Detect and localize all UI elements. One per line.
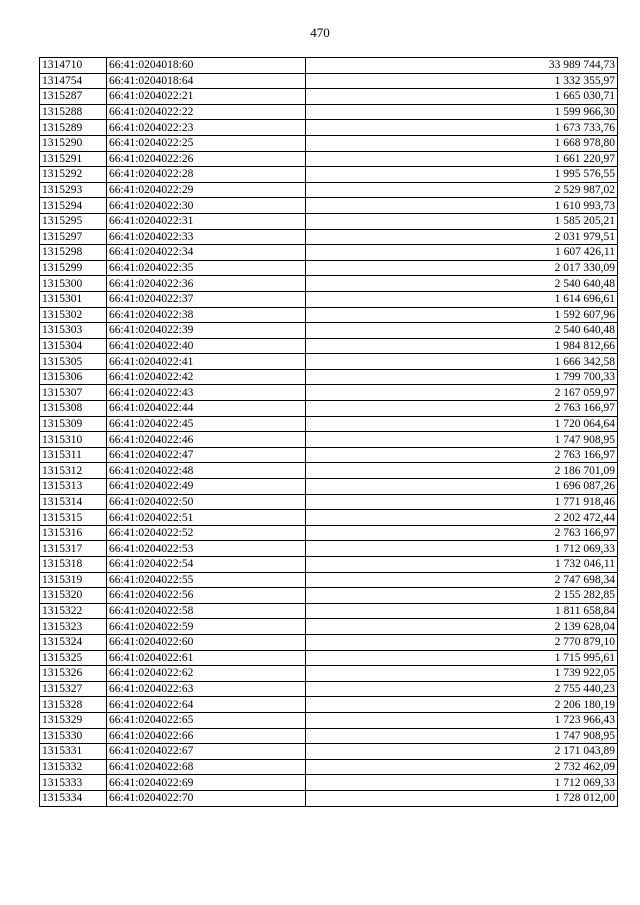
cadastral-number-cell: 66:41:0204022:56 [107, 588, 306, 604]
cadastral-number-cell: 66:41:0204022:68 [107, 759, 306, 775]
table-row [40, 697, 618, 713]
cadastral-value-cell: 1 747 908,95 [306, 432, 618, 448]
cadastral-value-cell: 2 167 059,97 [306, 385, 618, 401]
cadastral-value-cell: 2 529 987,02 [306, 182, 618, 198]
cadastral-number-cell: 66:41:0204018:64 [107, 73, 306, 89]
row-number-cell: 1315306 [40, 369, 107, 385]
table-row [40, 73, 618, 89]
cadastral-number-cell: 66:41:0204022:58 [107, 603, 306, 619]
cadastral-value-cell: 1 668 978,80 [306, 135, 618, 151]
table-row [40, 307, 618, 323]
cadastral-number-cell: 66:41:0204022:67 [107, 744, 306, 760]
cadastral-value-cell: 1 728 012,00 [306, 790, 618, 806]
table-row [40, 479, 618, 495]
cadastral-number-cell: 66:41:0204022:42 [107, 369, 306, 385]
row-number-cell: 1315292 [40, 167, 107, 183]
table-row [40, 104, 618, 120]
cadastral-number-cell: 66:41:0204022:43 [107, 385, 306, 401]
cadastral-value-cell: 2 770 879,10 [306, 634, 618, 650]
cadastral-value-cell: 1 673 733,76 [306, 120, 618, 136]
row-number-cell: 1315300 [40, 276, 107, 292]
table-row [40, 650, 618, 666]
cadastral-number-cell: 66:41:0204022:49 [107, 479, 306, 495]
row-number-cell: 1315302 [40, 307, 107, 323]
row-number-cell: 1315331 [40, 744, 107, 760]
table-row [40, 557, 618, 573]
cadastral-value-table [39, 57, 618, 807]
table-row [40, 151, 618, 167]
table-row [40, 323, 618, 339]
cadastral-number-cell: 66:41:0204022:41 [107, 354, 306, 370]
table-row [40, 89, 618, 105]
cadastral-value-cell: 1 332 355,97 [306, 73, 618, 89]
row-number-cell: 1315327 [40, 681, 107, 697]
cadastral-number-cell: 66:41:0204022:62 [107, 666, 306, 682]
cadastral-number-cell: 66:41:0204022:21 [107, 89, 306, 105]
cadastral-number-cell: 66:41:0204022:38 [107, 307, 306, 323]
cadastral-value-cell: 1 720 064,64 [306, 416, 618, 432]
table-row [40, 338, 618, 354]
table-row [40, 291, 618, 307]
cadastral-number-cell: 66:41:0204022:61 [107, 650, 306, 666]
cadastral-number-cell: 66:41:0204018:60 [107, 58, 306, 74]
cadastral-number-cell: 66:41:0204022:55 [107, 572, 306, 588]
row-number-cell: 1315297 [40, 229, 107, 245]
cadastral-value-cell: 1 712 069,33 [306, 541, 618, 557]
cadastral-value-cell: 1 995 576,55 [306, 167, 618, 183]
table-row [40, 245, 618, 261]
cadastral-number-cell: 66:41:0204022:60 [107, 634, 306, 650]
row-number-cell: 1315328 [40, 697, 107, 713]
cadastral-value-cell: 1 723 966,43 [306, 712, 618, 728]
table-body [40, 58, 618, 807]
cadastral-number-cell: 66:41:0204022:25 [107, 135, 306, 151]
cadastral-number-cell: 66:41:0204022:26 [107, 151, 306, 167]
cadastral-number-cell: 66:41:0204022:63 [107, 681, 306, 697]
cadastral-value-cell: 1 984 812,66 [306, 338, 618, 354]
table-row [40, 463, 618, 479]
cadastral-value-cell: 1 599 966,30 [306, 104, 618, 120]
row-number-cell: 1314754 [40, 73, 107, 89]
row-number-cell: 1315324 [40, 634, 107, 650]
row-number-cell: 1315314 [40, 494, 107, 510]
cadastral-value-cell: 2 540 640,48 [306, 276, 618, 292]
cadastral-value-cell: 2 171 043,89 [306, 744, 618, 760]
cadastral-value-cell: 1 666 342,58 [306, 354, 618, 370]
cadastral-value-cell: 2 202 472,44 [306, 510, 618, 526]
cadastral-value-cell: 1 607 426,11 [306, 245, 618, 261]
cadastral-number-cell: 66:41:0204022:50 [107, 494, 306, 510]
row-number-cell: 1315330 [40, 728, 107, 744]
cadastral-value-cell: 2 755 440,23 [306, 681, 618, 697]
table-row [40, 759, 618, 775]
cadastral-number-cell: 66:41:0204022:35 [107, 260, 306, 276]
table-row [40, 572, 618, 588]
row-number-cell: 1315299 [40, 260, 107, 276]
cadastral-number-cell: 66:41:0204022:31 [107, 213, 306, 229]
cadastral-value-cell: 33 989 744,73 [306, 58, 618, 74]
table-row [40, 260, 618, 276]
cadastral-number-cell: 66:41:0204022:54 [107, 557, 306, 573]
table-row [40, 494, 618, 510]
cadastral-value-cell: 1 661 220,97 [306, 151, 618, 167]
table-row [40, 447, 618, 463]
row-number-cell: 1315319 [40, 572, 107, 588]
cadastral-number-cell: 66:41:0204022:40 [107, 338, 306, 354]
cadastral-number-cell: 66:41:0204022:28 [107, 167, 306, 183]
table-row [40, 401, 618, 417]
table-row [40, 135, 618, 151]
table-row [40, 634, 618, 650]
cadastral-value-cell: 2 747 698,34 [306, 572, 618, 588]
cadastral-value-cell: 1 585 205,21 [306, 213, 618, 229]
cadastral-number-cell: 66:41:0204022:47 [107, 447, 306, 463]
cadastral-number-cell: 66:41:0204022:51 [107, 510, 306, 526]
cadastral-number-cell: 66:41:0204022:44 [107, 401, 306, 417]
cadastral-value-cell: 2 763 166,97 [306, 447, 618, 463]
page-number: 470 [310, 25, 330, 40]
row-number-cell: 1315305 [40, 354, 107, 370]
row-number-cell: 1315308 [40, 401, 107, 417]
table-row [40, 775, 618, 791]
cadastral-number-cell: 66:41:0204022:70 [107, 790, 306, 806]
cadastral-value-cell: 1 747 908,95 [306, 728, 618, 744]
row-number-cell: 1315329 [40, 712, 107, 728]
row-number-cell: 1315291 [40, 151, 107, 167]
table-row [40, 588, 618, 604]
cadastral-value-cell: 2 155 282,85 [306, 588, 618, 604]
row-number-cell: 1315298 [40, 245, 107, 261]
cadastral-number-cell: 66:41:0204022:22 [107, 104, 306, 120]
cadastral-value-cell: 1 715 995,61 [306, 650, 618, 666]
table-row [40, 416, 618, 432]
cadastral-number-cell: 66:41:0204022:39 [107, 323, 306, 339]
cadastral-value-cell: 1 811 658,84 [306, 603, 618, 619]
cadastral-number-cell: 66:41:0204022:66 [107, 728, 306, 744]
cadastral-value-cell: 1 771 918,46 [306, 494, 618, 510]
cadastral-number-cell: 66:41:0204022:33 [107, 229, 306, 245]
row-number-cell: 1315315 [40, 510, 107, 526]
row-number-cell: 1315287 [40, 89, 107, 105]
cadastral-value-cell: 2 540 640,48 [306, 323, 618, 339]
table-row [40, 525, 618, 541]
cadastral-value-cell: 1 592 607,96 [306, 307, 618, 323]
table-row [40, 666, 618, 682]
table-row [40, 603, 618, 619]
row-number-cell: 1315295 [40, 213, 107, 229]
table-row [40, 120, 618, 136]
row-number-cell: 1315320 [40, 588, 107, 604]
table-row [40, 681, 618, 697]
table-row [40, 276, 618, 292]
table-row [40, 213, 618, 229]
row-number-cell: 1315307 [40, 385, 107, 401]
row-number-cell: 1315333 [40, 775, 107, 791]
row-number-cell: 1314710 [40, 58, 107, 74]
cadastral-number-cell: 66:41:0204022:64 [107, 697, 306, 713]
cadastral-number-cell: 66:41:0204022:29 [107, 182, 306, 198]
cadastral-number-cell: 66:41:0204022:23 [107, 120, 306, 136]
row-number-cell: 1315304 [40, 338, 107, 354]
row-number-cell: 1315313 [40, 479, 107, 495]
cadastral-number-cell: 66:41:0204022:46 [107, 432, 306, 448]
cadastral-value-cell: 1 712 069,33 [306, 775, 618, 791]
row-number-cell: 1315309 [40, 416, 107, 432]
cadastral-value-cell: 1 614 696,61 [306, 291, 618, 307]
table-row [40, 354, 618, 370]
row-number-cell: 1315317 [40, 541, 107, 557]
cadastral-value-cell: 2 732 462,09 [306, 759, 618, 775]
cadastral-number-cell: 66:41:0204022:37 [107, 291, 306, 307]
cadastral-value-cell: 1 739 922,05 [306, 666, 618, 682]
cadastral-number-cell: 66:41:0204022:36 [107, 276, 306, 292]
table-row [40, 167, 618, 183]
cadastral-value-cell: 2 139 628,04 [306, 619, 618, 635]
row-number-cell: 1315312 [40, 463, 107, 479]
row-number-cell: 1315332 [40, 759, 107, 775]
table-row [40, 182, 618, 198]
row-number-cell: 1315288 [40, 104, 107, 120]
row-number-cell: 1315318 [40, 557, 107, 573]
table-row [40, 619, 618, 635]
cadastral-value-cell: 1 799 700,33 [306, 369, 618, 385]
table-row [40, 510, 618, 526]
row-number-cell: 1315301 [40, 291, 107, 307]
row-number-cell: 1315303 [40, 323, 107, 339]
table-row [40, 385, 618, 401]
row-number-cell: 1315316 [40, 525, 107, 541]
table-row [40, 229, 618, 245]
cadastral-value-cell: 1 610 993,73 [306, 198, 618, 214]
cadastral-number-cell: 66:41:0204022:65 [107, 712, 306, 728]
cadastral-number-cell: 66:41:0204022:53 [107, 541, 306, 557]
table-row [40, 728, 618, 744]
cadastral-value-cell: 2 031 979,51 [306, 229, 618, 245]
table-row [40, 198, 618, 214]
row-number-cell: 1315325 [40, 650, 107, 666]
table-row [40, 790, 618, 806]
cadastral-value-cell: 1 732 046,11 [306, 557, 618, 573]
row-number-cell: 1315334 [40, 790, 107, 806]
row-number-cell: 1315290 [40, 135, 107, 151]
row-number-cell: 1315310 [40, 432, 107, 448]
cadastral-number-cell: 66:41:0204022:69 [107, 775, 306, 791]
table-row [40, 58, 618, 74]
cadastral-value-cell: 1 665 030,71 [306, 89, 618, 105]
row-number-cell: 1315289 [40, 120, 107, 136]
cadastral-number-cell: 66:41:0204022:59 [107, 619, 306, 635]
row-number-cell: 1315293 [40, 182, 107, 198]
table-row [40, 744, 618, 760]
row-number-cell: 1315311 [40, 447, 107, 463]
row-number-cell: 1315322 [40, 603, 107, 619]
table-row [40, 432, 618, 448]
row-number-cell: 1315326 [40, 666, 107, 682]
cadastral-value-cell: 2 186 701,09 [306, 463, 618, 479]
table-row [40, 712, 618, 728]
cadastral-number-cell: 66:41:0204022:45 [107, 416, 306, 432]
cadastral-value-cell: 2 763 166,97 [306, 401, 618, 417]
table-row [40, 369, 618, 385]
row-number-cell: 1315323 [40, 619, 107, 635]
table-row [40, 541, 618, 557]
cadastral-number-cell: 66:41:0204022:52 [107, 525, 306, 541]
row-number-cell: 1315294 [40, 198, 107, 214]
cadastral-value-cell: 2 017 330,09 [306, 260, 618, 276]
cadastral-value-cell: 2 763 166,97 [306, 525, 618, 541]
cadastral-number-cell: 66:41:0204022:48 [107, 463, 306, 479]
cadastral-value-cell: 1 696 087,26 [306, 479, 618, 495]
cadastral-value-cell: 2 206 180,19 [306, 697, 618, 713]
cadastral-number-cell: 66:41:0204022:34 [107, 245, 306, 261]
cadastral-number-cell: 66:41:0204022:30 [107, 198, 306, 214]
